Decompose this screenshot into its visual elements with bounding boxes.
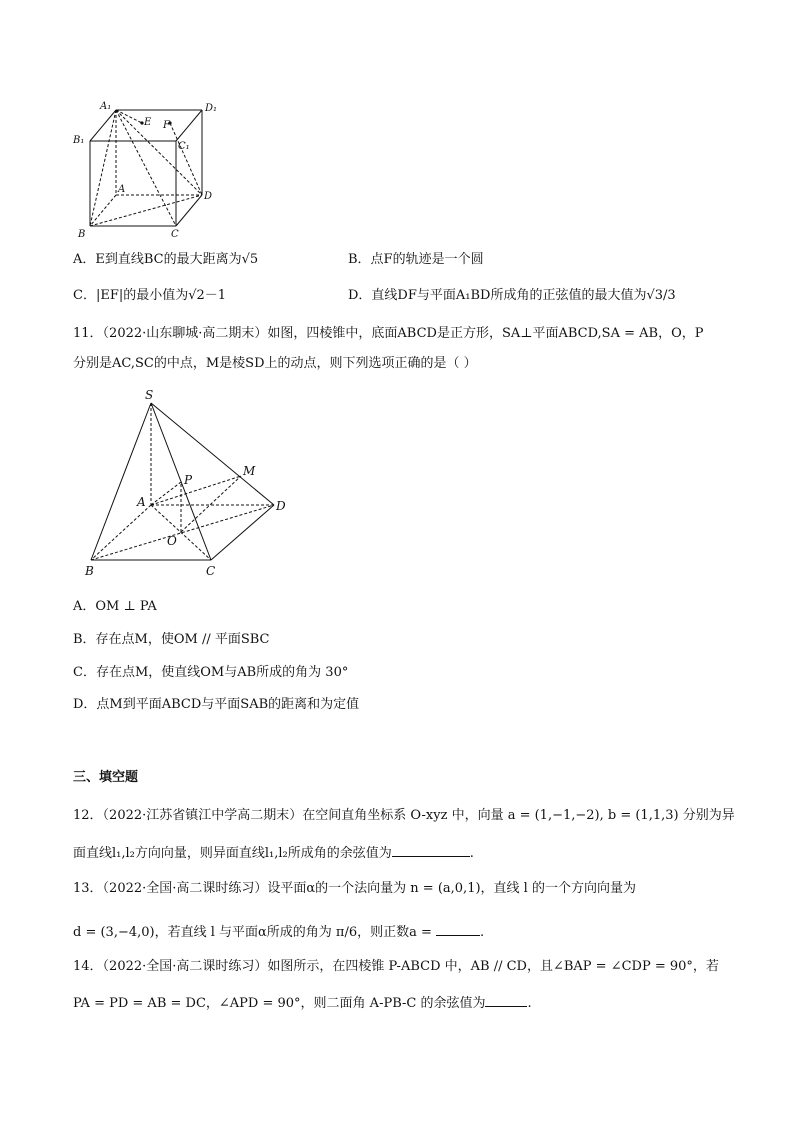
q11-option-b: B．存在点M，使OM // 平面SBC <box>73 632 270 647</box>
q14-answer-blank[interactable] <box>485 993 527 1007</box>
cube-figure <box>70 95 230 245</box>
q11-option-d: D．点M到平面ABCD与平面SAB的距离和为定值 <box>73 697 360 712</box>
label-O: O <box>167 534 177 548</box>
q13-end: . <box>480 925 485 940</box>
q11-option-c: C．存在点M，使直线OM与AB所成的角为 30° <box>73 665 349 680</box>
q10-option-c: C．|EF|的最小值为√2－1 <box>73 288 227 303</box>
label-A1: A₁ <box>100 101 112 112</box>
label-F: F <box>163 120 170 131</box>
label-C: C <box>171 229 179 240</box>
label-D: D <box>276 499 286 513</box>
label-B1: B₁ <box>73 135 85 146</box>
label-P: P <box>184 473 193 487</box>
q10-option-a: A．E到直线BC的最大距离为√5 <box>73 252 259 267</box>
q14-stem-line1: 14．（2022·全国·高二课时练习）如图所示，在四棱锥 P-ABCD 中，AB // CD，且∠BAP = ∠CDP = 90°，若 <box>73 959 719 974</box>
label-S: S <box>145 388 154 402</box>
label-B: B <box>78 229 86 240</box>
label-C1: C₁ <box>178 141 190 152</box>
label-A: A <box>118 184 126 195</box>
q12-stem-line1: 12．（2022·江苏省镇江中学高二期末）在空间直角坐标系 O-xyz 中，向量 a = (1,−1,−2), b = (1,1,3) 分别为异 <box>73 808 735 823</box>
q10-option-b: B．点F的轨迹是一个圆 <box>348 252 484 267</box>
q14-end: . <box>527 996 532 1011</box>
label-C: C <box>206 564 216 578</box>
q12-stem-text: 面直线l₁,l₂方向向量，则异面直线l₁,l₂所成角的余弦值为 <box>73 846 392 861</box>
q11-stem-line2: 分别是AC,SC的中点，M是棱SD上的动点，则下列选项正确的是（ ） <box>73 356 477 371</box>
q14-stem-text: PA = PD = AB = DC，∠APD = 90°，则二面角 A-PB-C 的余弦值为 <box>73 996 486 1011</box>
q14-stem-line2 <box>73 993 532 1013</box>
q11-stem-line1: 11．（2022·山东聊城·高二期末）如图，四棱锥中，底面ABCD是正方形，SA⊥平面ABCD,SA = AB，O，P <box>73 326 704 341</box>
q10-option-d: D．直线DF与平面A₁BD所成角的正弦值的最大值为√3/3 <box>348 288 676 303</box>
q13-answer-blank[interactable] <box>436 922 480 936</box>
section-title: 三、填空题 <box>73 770 139 785</box>
label-A: A <box>137 495 146 509</box>
label-D1: D₁ <box>205 103 218 114</box>
q12-stem-line2 <box>73 843 474 863</box>
label-M: M <box>243 464 256 478</box>
q11-option-a: A．OM ⊥ PA <box>73 599 157 614</box>
q12-answer-blank[interactable] <box>392 843 470 857</box>
q13-stem-line1: 13．（2022·全国·高二课时练习）设平面α的一个法向量为 n = (a,0,1)，直线 l 的一个方向向量为 <box>73 881 636 896</box>
label-E: E <box>144 117 152 128</box>
q13-stem-text: d = (3,−4,0)，若直线 l 与平面α所成的角为 π/6，则正数a = <box>73 925 437 940</box>
q13-stem-line2 <box>73 922 484 942</box>
label-D: D <box>204 191 213 202</box>
pyramid-figure <box>75 385 305 585</box>
q12-end: . <box>469 846 474 861</box>
label-B: B <box>85 564 94 578</box>
